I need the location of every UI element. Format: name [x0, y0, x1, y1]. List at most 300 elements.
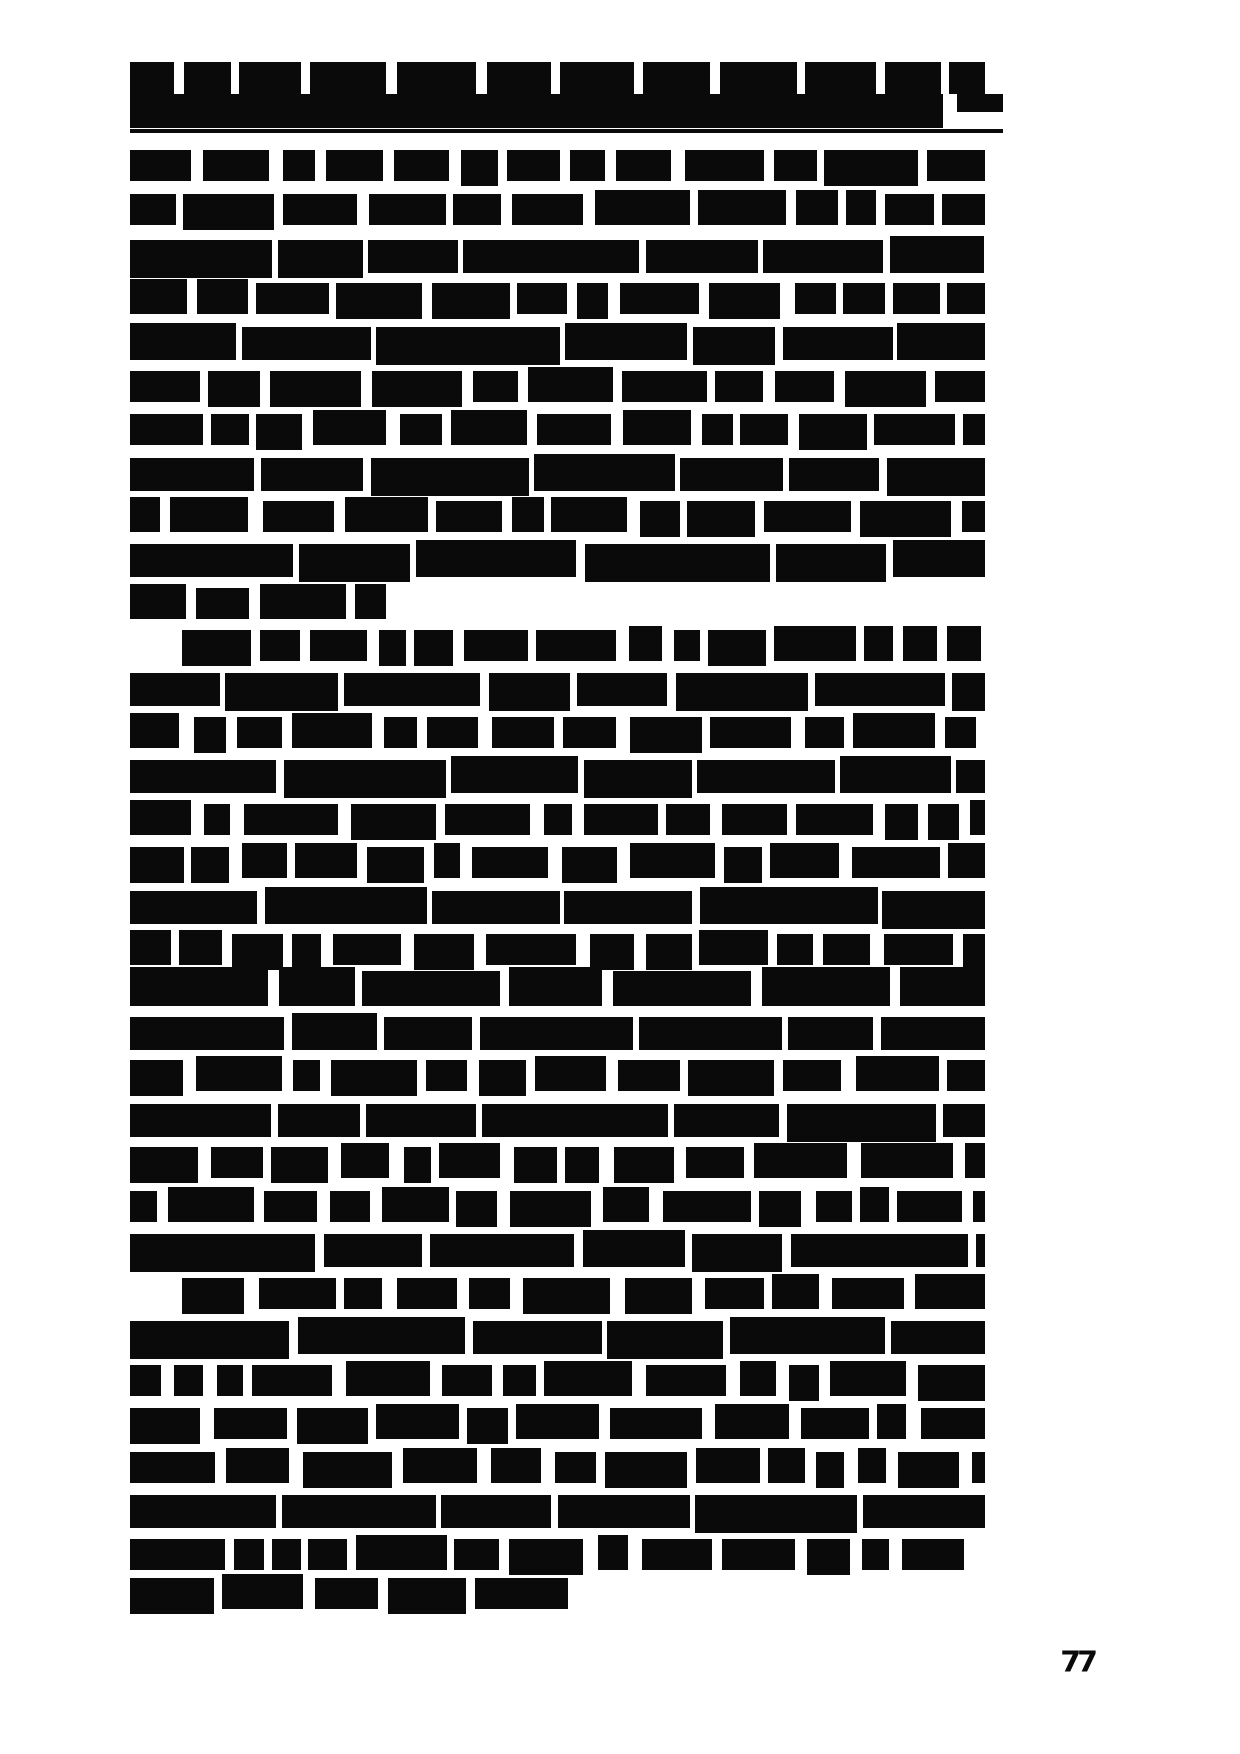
redacted-word-blob	[130, 1578, 214, 1614]
redacted-word-blob	[710, 717, 791, 748]
redacted-word-blob	[528, 367, 612, 402]
redacted-word-blob	[509, 967, 602, 1006]
redacted-word-blob	[479, 1060, 526, 1096]
redacted-word-blob	[510, 1191, 591, 1227]
redacted-word-blob	[310, 630, 367, 661]
redacted-word-blob	[130, 414, 203, 445]
redacted-word-blob	[860, 1187, 889, 1222]
text-line	[130, 371, 985, 410]
redacted-word-blob	[918, 1365, 985, 1401]
redacted-word-blob	[179, 930, 222, 965]
redacted-word-blob	[584, 804, 658, 835]
redacted-word-blob	[900, 967, 984, 1006]
redacted-header-word-blob	[239, 62, 301, 94]
redacted-word-blob	[130, 1191, 157, 1222]
redacted-word-blob	[796, 804, 873, 835]
redacted-word-blob	[217, 1365, 243, 1396]
redacted-word-blob	[333, 934, 401, 965]
redacted-word-blob	[874, 414, 955, 445]
redacted-word-blob	[482, 1104, 668, 1137]
redacted-word-blob	[915, 1274, 985, 1309]
redacted-word-blob	[640, 501, 679, 537]
redacted-word-blob	[639, 1017, 782, 1050]
redacted-word-blob	[416, 540, 576, 577]
text-line	[130, 673, 985, 714]
redacted-word-blob	[570, 150, 605, 181]
text-line	[182, 630, 985, 669]
redacted-word-blob	[367, 847, 425, 883]
text-line	[130, 240, 985, 281]
redacted-word-blob	[451, 410, 528, 445]
redacted-word-blob	[473, 371, 518, 402]
redacted-word-blob	[686, 1147, 744, 1178]
redacted-word-blob	[965, 1143, 985, 1178]
redacted-word-blob	[840, 756, 951, 793]
redacted-word-blob	[282, 1495, 436, 1528]
redacted-word-blob	[740, 414, 788, 445]
text-line	[130, 1452, 985, 1491]
redacted-word-blob	[861, 1143, 953, 1178]
redacted-word-blob	[265, 887, 427, 924]
redacted-word-blob	[544, 804, 572, 835]
redacted-word-blob	[130, 713, 179, 748]
redacted-word-blob	[534, 454, 674, 491]
redacted-word-blob	[278, 1104, 360, 1137]
text-line	[130, 891, 985, 932]
redacted-word-blob	[887, 458, 985, 496]
redacted-word-blob	[292, 934, 320, 970]
redacted-word-blob	[815, 673, 945, 706]
redacted-word-blob	[942, 194, 985, 225]
redacted-word-blob	[196, 588, 248, 619]
redacted-word-blob	[577, 283, 608, 319]
redacted-word-blob	[816, 1452, 845, 1488]
redacted-word-blob	[297, 1408, 367, 1444]
redacted-word-blob	[877, 1404, 906, 1439]
redacted-word-blob	[130, 150, 191, 181]
redacted-word-blob	[130, 458, 254, 491]
redacted-word-blob	[130, 967, 268, 1006]
redacted-word-blob	[625, 1278, 692, 1314]
redacted-word-blob	[384, 717, 416, 748]
redacted-word-blob	[945, 717, 976, 748]
redacted-word-blob	[816, 1191, 852, 1222]
redacted-word-blob	[523, 1278, 610, 1314]
redacted-word-blob	[952, 673, 985, 711]
text-line	[130, 1578, 575, 1617]
redacted-word-blob	[451, 756, 578, 793]
redacted-word-blob	[456, 1191, 497, 1227]
text-line	[130, 717, 985, 756]
redacted-word-blob	[196, 1056, 282, 1091]
redacted-word-blob	[292, 1013, 377, 1050]
redacted-word-blob	[845, 371, 926, 407]
redacted-word-blob	[700, 887, 878, 924]
redacted-word-blob	[344, 673, 480, 706]
redacted-word-blob	[697, 760, 835, 793]
redacted-word-blob	[696, 1448, 759, 1483]
redacted-word-blob	[551, 497, 626, 532]
redacted-word-blob	[303, 1452, 392, 1488]
redacted-word-blob	[503, 1365, 536, 1396]
redacted-word-blob	[935, 371, 985, 402]
redacted-word-blob	[331, 1060, 417, 1096]
redacted-word-blob	[776, 544, 887, 582]
text-line	[130, 971, 985, 1014]
redacted-word-blob	[237, 717, 282, 748]
redacted-word-blob	[130, 1104, 271, 1137]
redacted-word-blob	[646, 934, 692, 970]
redacted-word-blob	[211, 414, 248, 445]
redacted-word-blob	[436, 501, 502, 532]
redacted-word-blob	[699, 930, 767, 965]
redacted-word-blob	[722, 804, 787, 835]
redacted-word-blob	[724, 847, 762, 883]
redacted-word-blob	[885, 804, 918, 840]
redacted-word-blob	[130, 1234, 315, 1272]
text-line	[130, 1408, 985, 1447]
redacted-word-blob	[242, 843, 287, 878]
text-line	[130, 1321, 985, 1362]
redacted-word-blob	[263, 501, 334, 532]
redacted-word-blob	[774, 150, 817, 181]
redacted-word-blob	[507, 150, 560, 181]
redacted-word-blob	[130, 760, 276, 793]
redacted-word-blob	[356, 1535, 447, 1570]
redacted-word-blob	[299, 544, 411, 582]
redacted-word-blob	[832, 1278, 904, 1309]
text-line	[130, 847, 985, 886]
redacted-word-blob	[242, 327, 371, 360]
redacted-word-blob	[434, 843, 460, 878]
redacted-word-blob	[130, 1452, 215, 1483]
redacted-header-word-blob	[560, 62, 634, 94]
redacted-word-blob	[603, 1187, 649, 1222]
redacted-word-blob	[610, 1408, 703, 1439]
redacted-word-blob	[509, 1539, 583, 1575]
redacted-word-blob	[563, 717, 616, 748]
redacted-word-blob	[341, 1143, 389, 1178]
redacted-word-blob	[130, 240, 272, 278]
redacted-word-blob	[824, 150, 917, 186]
redacted-word-blob	[475, 1578, 568, 1609]
redacted-word-blob	[613, 971, 751, 1006]
redacted-word-blob	[366, 1104, 475, 1137]
redacted-word-blob	[708, 630, 766, 666]
redacted-word-blob	[972, 1452, 985, 1483]
redacted-word-blob	[768, 1448, 804, 1483]
redacted-word-blob	[208, 371, 261, 407]
redacted-word-blob	[642, 1539, 711, 1570]
redacted-word-blob	[298, 1317, 466, 1354]
redacted-word-blob	[730, 1317, 885, 1354]
redacted-word-blob	[130, 1408, 200, 1444]
redacted-word-blob	[467, 1408, 508, 1444]
redacted-word-blob	[461, 150, 498, 186]
redacted-word-blob	[607, 1321, 723, 1359]
text-line	[130, 1017, 985, 1058]
redacted-word-blob	[853, 713, 935, 748]
redacted-word-blob	[558, 1495, 690, 1528]
redacted-word-blob	[400, 414, 442, 445]
redacted-word-blob	[956, 760, 985, 793]
redacted-word-blob	[130, 584, 186, 619]
redacted-word-blob	[830, 1361, 907, 1396]
redacted-word-blob	[130, 1495, 276, 1528]
redacted-word-blob	[427, 717, 478, 748]
redacted-word-blob	[272, 1539, 301, 1570]
redacted-word-blob	[705, 1278, 764, 1309]
redacted-word-blob	[948, 843, 985, 878]
redacted-word-blob	[805, 717, 844, 748]
redacted-word-blob	[491, 1448, 541, 1483]
text-line	[130, 1234, 985, 1275]
redacted-word-blob	[764, 501, 851, 532]
page-header-corner-block	[957, 94, 1003, 112]
redacted-word-blob	[442, 1365, 493, 1396]
redacted-word-blob	[799, 414, 867, 450]
redacted-word-blob	[663, 1191, 750, 1222]
redacted-word-blob	[194, 717, 226, 753]
redacted-word-blob	[535, 1056, 606, 1091]
redacted-word-blob	[130, 194, 176, 225]
redacted-word-blob	[590, 934, 635, 970]
redacted-word-blob	[226, 1448, 289, 1483]
redacted-word-blob	[646, 240, 758, 273]
redacted-word-blob	[252, 1365, 332, 1396]
redacted-word-blob	[622, 371, 707, 402]
redacted-word-blob	[445, 804, 530, 835]
redacted-word-blob	[947, 283, 985, 314]
redacted-word-blob	[279, 967, 355, 1006]
redacted-word-blob	[512, 497, 544, 532]
redacted-word-blob	[754, 1143, 847, 1178]
redacted-word-blob	[843, 283, 885, 314]
redacted-word-blob	[787, 1104, 936, 1142]
redacted-word-blob	[345, 497, 428, 532]
redacted-word-blob	[403, 1448, 478, 1483]
redacted-word-blob	[346, 1361, 430, 1396]
redacted-word-blob	[565, 1147, 599, 1183]
redacted-word-blob	[605, 1452, 687, 1488]
redacted-word-blob	[862, 1539, 889, 1570]
redacted-word-blob	[397, 1278, 457, 1309]
redacted-word-blob	[846, 190, 876, 225]
redacted-word-blob	[130, 930, 171, 965]
redacted-word-blob	[775, 371, 834, 402]
redacted-word-blob	[715, 371, 763, 402]
redacted-word-blob	[903, 626, 938, 661]
text-line	[130, 1104, 985, 1145]
redacted-word-blob	[680, 458, 782, 491]
redacted-word-blob	[898, 1452, 958, 1488]
redacted-word-blob	[283, 194, 357, 225]
redacted-word-blob	[516, 1404, 599, 1439]
redacted-word-blob	[130, 371, 200, 402]
redacted-word-blob	[283, 150, 315, 181]
redacted-header-word-blob	[184, 62, 231, 94]
redacted-word-blob	[584, 760, 692, 798]
redacted-word-blob	[260, 630, 300, 661]
redacted-word-blob	[902, 1539, 963, 1570]
redacted-word-blob	[685, 150, 764, 181]
text-line	[130, 1495, 985, 1536]
text-line	[130, 1365, 985, 1404]
redacted-word-blob	[927, 150, 985, 181]
redacted-word-blob	[893, 283, 939, 314]
redacted-word-blob	[384, 1017, 472, 1050]
redacted-word-blob	[674, 630, 700, 661]
redacted-word-blob	[629, 626, 662, 661]
redacted-word-blob	[890, 236, 983, 273]
redacted-word-blob	[404, 1147, 431, 1183]
redacted-word-blob	[256, 283, 328, 314]
redacted-word-blob	[472, 847, 548, 878]
redacted-word-blob	[308, 1539, 347, 1570]
redacted-word-blob	[514, 1147, 556, 1183]
redacted-word-blob	[284, 760, 446, 798]
redacted-word-blob	[801, 1408, 869, 1439]
text-line	[130, 458, 985, 499]
redacted-word-blob	[943, 1104, 985, 1137]
redacted-word-blob	[595, 190, 690, 225]
redacted-word-blob	[564, 891, 692, 924]
redacted-word-blob	[620, 283, 699, 314]
redacted-word-blob	[182, 1278, 244, 1314]
redacted-word-blob	[676, 673, 808, 711]
redacted-word-blob	[555, 1452, 596, 1483]
redacted-word-blob	[264, 1191, 316, 1222]
redacted-word-blob	[789, 1365, 819, 1401]
redacted-word-blob	[947, 626, 981, 661]
redacted-word-blob	[616, 150, 671, 181]
redacted-word-blob	[921, 1408, 985, 1439]
redacted-word-blob	[259, 1278, 336, 1309]
redacted-word-blob	[439, 1143, 500, 1178]
redacted-word-blob	[388, 1578, 466, 1614]
redacted-word-blob	[614, 1147, 674, 1183]
redacted-word-blob	[947, 1060, 985, 1091]
redacted-word-blob	[204, 804, 230, 835]
redacted-word-blob	[369, 194, 446, 225]
redacted-word-blob	[598, 1535, 628, 1570]
redacted-word-blob	[763, 240, 883, 273]
redacted-word-blob	[693, 327, 775, 365]
redacted-word-blob	[577, 673, 666, 706]
redacted-word-blob	[130, 544, 293, 577]
redacted-word-blob	[130, 847, 184, 883]
redacted-word-blob	[884, 934, 953, 965]
redacted-word-blob	[885, 194, 933, 225]
redacted-word-blob	[698, 190, 786, 225]
redacted-word-blob	[544, 1361, 632, 1396]
redacted-word-blob	[130, 673, 220, 706]
redacted-word-blob	[492, 717, 553, 748]
redacted-word-blob	[762, 967, 891, 1006]
redacted-word-blob	[344, 1278, 382, 1309]
redacted-word-blob	[536, 630, 616, 661]
redacted-word-blob	[313, 410, 386, 445]
redacted-word-blob	[278, 240, 363, 278]
redacted-word-blob	[324, 1234, 422, 1267]
text-line	[130, 414, 985, 453]
redacted-word-blob	[473, 1321, 602, 1354]
redacted-word-blob	[234, 1539, 264, 1570]
redacted-word-blob	[788, 1017, 873, 1050]
redacted-word-blob	[722, 1539, 795, 1570]
text-line	[130, 544, 985, 585]
redacted-word-blob	[795, 283, 836, 314]
redacted-word-blob	[852, 847, 940, 878]
redacted-word-blob	[295, 843, 357, 878]
redacted-word-blob	[222, 1574, 303, 1609]
redacted-word-blob	[214, 1408, 288, 1439]
redacted-word-blob	[674, 1104, 779, 1137]
redacted-word-blob	[376, 327, 559, 365]
redacted-word-blob	[292, 713, 372, 748]
redacted-word-blob	[270, 371, 361, 407]
redacted-word-blob	[897, 323, 985, 360]
redacted-header-word-blob	[720, 62, 797, 94]
redacted-word-blob	[687, 501, 755, 537]
text-line	[130, 588, 387, 627]
redacted-word-blob	[244, 804, 338, 835]
redacted-word-blob	[759, 1191, 801, 1227]
redacted-word-blob	[130, 1365, 161, 1396]
redacted-word-blob	[130, 1539, 225, 1570]
redacted-word-blob	[585, 544, 771, 582]
redacted-word-blob	[414, 630, 453, 666]
text-line	[130, 150, 985, 189]
redacted-word-blob	[130, 497, 160, 532]
redacted-word-blob	[823, 934, 871, 965]
redacted-header-word-blob	[949, 62, 985, 94]
redacted-word-blob	[170, 497, 248, 532]
redacted-word-blob	[362, 971, 500, 1006]
redacted-word-blob	[891, 1321, 985, 1354]
redacted-word-blob	[432, 891, 559, 924]
text-line	[130, 501, 985, 540]
redacted-word-blob	[881, 1017, 985, 1050]
redacted-word-blob	[379, 630, 406, 666]
redacted-word-blob	[770, 843, 839, 878]
header-divider-rule	[130, 129, 1003, 133]
text-line	[130, 1191, 985, 1230]
redacted-word-blob	[183, 194, 274, 230]
redacted-word-blob	[807, 1539, 850, 1575]
redacted-word-blob	[469, 1278, 510, 1309]
redacted-header-word-blob	[885, 62, 941, 94]
redacted-word-blob	[130, 1060, 183, 1096]
redacted-word-blob	[371, 458, 530, 496]
redacted-word-blob	[646, 1365, 726, 1396]
redacted-word-blob	[882, 891, 985, 929]
redacted-word-blob	[512, 194, 583, 225]
page-number: 77	[1060, 1645, 1094, 1680]
redacted-word-blob	[368, 240, 458, 273]
redacted-word-blob	[666, 804, 711, 835]
redacted-word-blob	[562, 847, 616, 883]
text-line	[130, 760, 985, 801]
redacted-word-blob	[211, 1147, 263, 1178]
redacted-word-blob	[168, 1187, 255, 1222]
redacted-word-blob	[740, 1361, 776, 1396]
text-line	[182, 1278, 985, 1317]
redacted-word-blob	[351, 804, 436, 840]
redacted-word-blob	[688, 1060, 774, 1096]
redacted-word-blob	[783, 1060, 842, 1091]
redacted-word-blob	[326, 150, 383, 181]
